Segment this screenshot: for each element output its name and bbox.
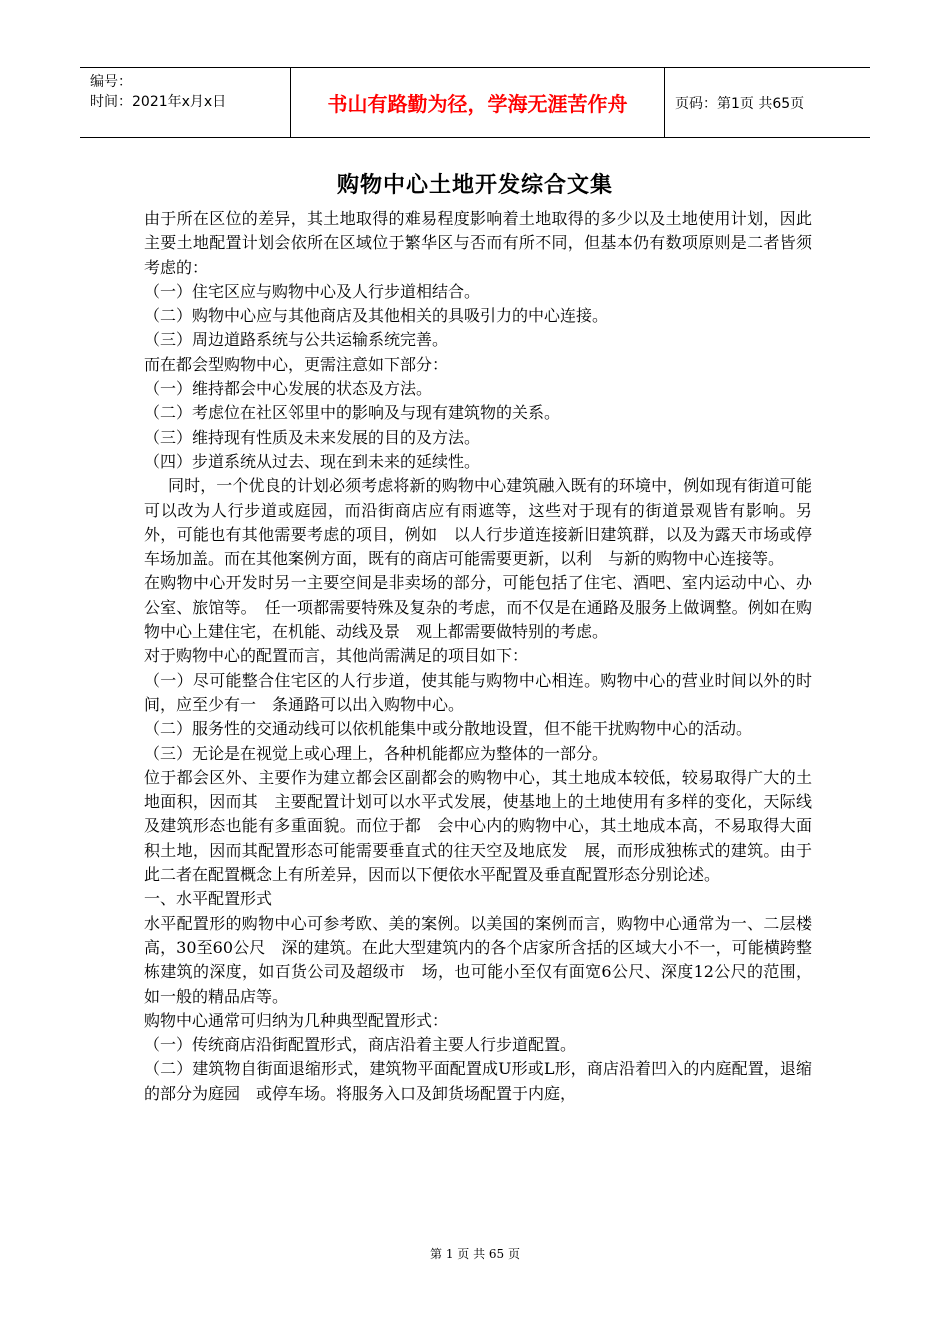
paragraph: （二）服务性的交通动线可以依机能集中或分散地设置，但不能干扰购物中心的活动。: [144, 719, 753, 739]
paragraph: （二）购物中心应与其他商店及其他相关的具吸引力的中心连接。: [144, 306, 609, 326]
paragraph: 购物中心通常可归纳为几种典型配置形式：: [144, 1010, 449, 1030]
paragraph: （一）传统商店沿街配置形式，商店沿着主要人行步道配置。: [144, 1035, 577, 1055]
paragraph: （二）建筑物自街面退缩形式，建筑物平面配置成U形或L形，商店沿着凹入的内庭配置，退缩的部分为庭园 或停车场。将服务入口及卸货场配置于内庭，: [144, 1059, 812, 1103]
paragraph: （三）维持现有性质及未来发展的目的及方法。: [144, 427, 481, 447]
paragraph: 在购物中心开发时另一主要空间是非卖场的部分，可能包括了住宅、酒吧、室内运动中心、办公室、旅馆等。 任一项都需要特殊及复杂的考虑，而不仅是在通路及服务上做调整。例如在购物中心上建住宅，在机能、动线及景 观上都需要做特别的考虑。: [144, 573, 812, 642]
page-info: 页码：第1页 共65页: [675, 95, 805, 112]
section-heading: 一、水平配置形式: [144, 889, 273, 909]
paragraph: （一）维持都会中心发展的状态及方法。: [144, 379, 433, 399]
time-label: 时间：2021年x月x日: [90, 94, 227, 110]
paragraph: 同时，一个优良的计划必须考虑将新的购物中心建筑融入既有的环境中，例如现有街道可能可以改为人行步道或庭园，而沿街商店应有雨遮等，这些对于现有的街道景观皆有影响。另外，可能也有其他需要考虑的项目，例如 以人行步道连接新旧建筑群，以及为露天市场或停车场加盖。而在其他案例方面，既有的商店可能需要更新，以利 与新的购物中心连接等。: [144, 476, 812, 569]
paragraph: 而在都会型购物中心，更需注意如下部分：: [144, 354, 449, 374]
paragraph: （二）考虑位在社区邻里中的影响及与现有建筑物的关系。: [144, 403, 561, 423]
header-table: [80, 67, 870, 138]
header-left-cell: [80, 68, 291, 137]
paragraph: （三）周边道路系统与公共运输系统完善。: [144, 330, 449, 350]
paragraph: 位于都会区外、主要作为建立都会区副都会的购物中心，其土地成本较低，较易取得广大的土地面积，因而其 主要配置计划可以水平式发展，使基地上的土地使用有多样的变化，天际线及建筑形态也能有多重面貌。而位于都 会中心内的购物中心，其土地成本高，不易取得大面积土地，因而其配置形态可能需要垂直式的往天空及地底发 展，而形成独栋式的建筑。由于此二者在配置概念上有所差异，因而以下便依水平配置及垂直配置形态分别论述。: [144, 767, 812, 885]
paragraph: 对于购物中心的配置而言，其他尚需满足的项目如下：: [144, 646, 529, 666]
document-body: [144, 207, 812, 1106]
paragraph: （一）住宅区应与购物中心及人行步道相结合。: [144, 281, 481, 301]
paragraph: 水平配置形的购物中心可参考欧、美的案例。以美国的案例而言，购物中心通常为一、二层楼高，30至60公尺 深的建筑。在此大型建筑内的各个店家所含括的区域大小不一，可能横跨整栋建筑的深度，如百货公司及超级市 场，也可能小至仅有面宽6公尺、深度12公尺的范围，如一般的精品店等。: [144, 913, 812, 1006]
number-label: 编号：: [90, 74, 132, 90]
paragraph: （三）无论是在视觉上或心理上，各种机能都应为整体的一部分。: [144, 743, 609, 763]
page-footer: 第 1 页 共 65 页: [430, 1247, 520, 1261]
paragraph: 由于所在区位的差异，其土地取得的难易程度影响着土地取得的多少以及土地使用计划，因此主要土地配置计划会依所在区域位于繁华区与否而有所不同，但基本仍有数项原则是二者皆须考虑的：: [144, 209, 812, 277]
motto: 书山有路勤为径，学海无涯苦作舟: [291, 68, 665, 137]
paragraph: （一）尽可能整合住宅区的人行步道，使其能与购物中心相连。购物中心的营业时间以外的时间，应至少有一 条通路可以出入购物中心。: [144, 670, 812, 714]
document-title: 购物中心土地开发综合文集: [336, 173, 613, 198]
paragraph: （四）步道系统从过去、现在到未来的延续性。: [144, 451, 481, 471]
